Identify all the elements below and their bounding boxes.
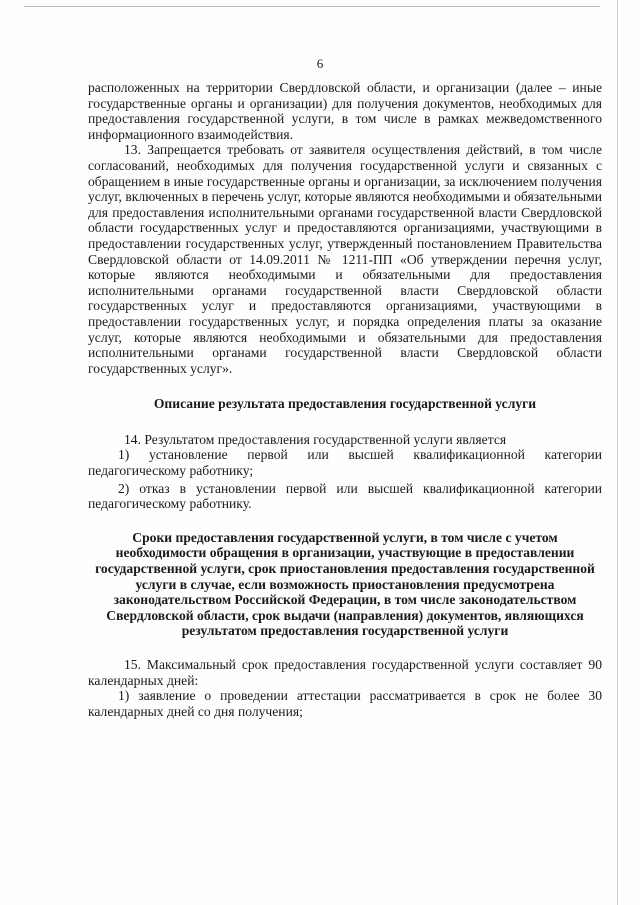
paragraph-continuation: расположенных на территории Свердловской области, и организации (далее – иные государственные органы и организации) для получения документов, необходимых для предоставления государственной услуги, в том числе в рамках межведомственного информационного взаимодействия.	[88, 80, 602, 142]
section-heading-terms: Сроки предоставления государственной услуги, в том числе с учетом необходимости обращения в организации, участвующие в предоставлении государственной услуги, срок приостановления предоставления государственной услуги в случае, если возможность приостановления предусмотрена законодательством Российской Федерации, в том числе законодательством Свердловской области, срок выдачи (направления) документов, являющихся результатом предоставления государственной услуги	[95, 529, 595, 639]
document-body	[88, 80, 602, 719]
paragraph-14: 14. Результатом предоставления государственной услуги является	[124, 431, 507, 447]
scan-right-edge	[617, 0, 618, 905]
terms-item-1: 1) заявление о проведении аттестации рассматривается в срок не более 30 календарных дней со дня получения;	[88, 688, 602, 719]
scan-top-rule	[24, 6, 600, 7]
paragraph-15: 15. Максимальный срок предоставления государственной услуги составляет 90 календарных дней:	[88, 657, 602, 688]
result-item-1: 1) установление первой или высшей квалификационной категории педагогическому работнику;	[88, 447, 602, 479]
result-item-2: 2) отказ в установлении первой или высшей квалификационной категории педагогическому работнику.	[88, 480, 602, 512]
section-heading-result: Описание результата предоставления государственной услуги	[153, 396, 537, 412]
paragraph-13: 13. Запрещается требовать от заявителя осуществления действий, в том числе согласований, необходимых для получения государственной услуги и связанных с обращением в иные государственные органы и организации, за исключением получения услуг, включенных в перечень услуг, которые являются необходимыми и обязательными для предоставления исполнительными органами государственной власти Свердловской области государственных услуг и предоставляются организациями, участвующими в предоставлении государственных услуг, утвержденный постановлением Правительства Свердловской области от 14.09.2011 № 1211-ПП «Об утверждении перечня услуг, которые являются необходимыми и обязательными для предоставления исполнительными органами государственной власти Свердловской области государственных услуг и предоставляются организациями, участвующими в предоставлении государственных услуг, и порядка определения платы за оказание услуг, которые являются необходимыми и обязательными для предоставления исполнительными органами государственной власти Свердловской области государственных услуг».	[88, 142, 602, 376]
page-number: 6	[316, 56, 324, 71]
